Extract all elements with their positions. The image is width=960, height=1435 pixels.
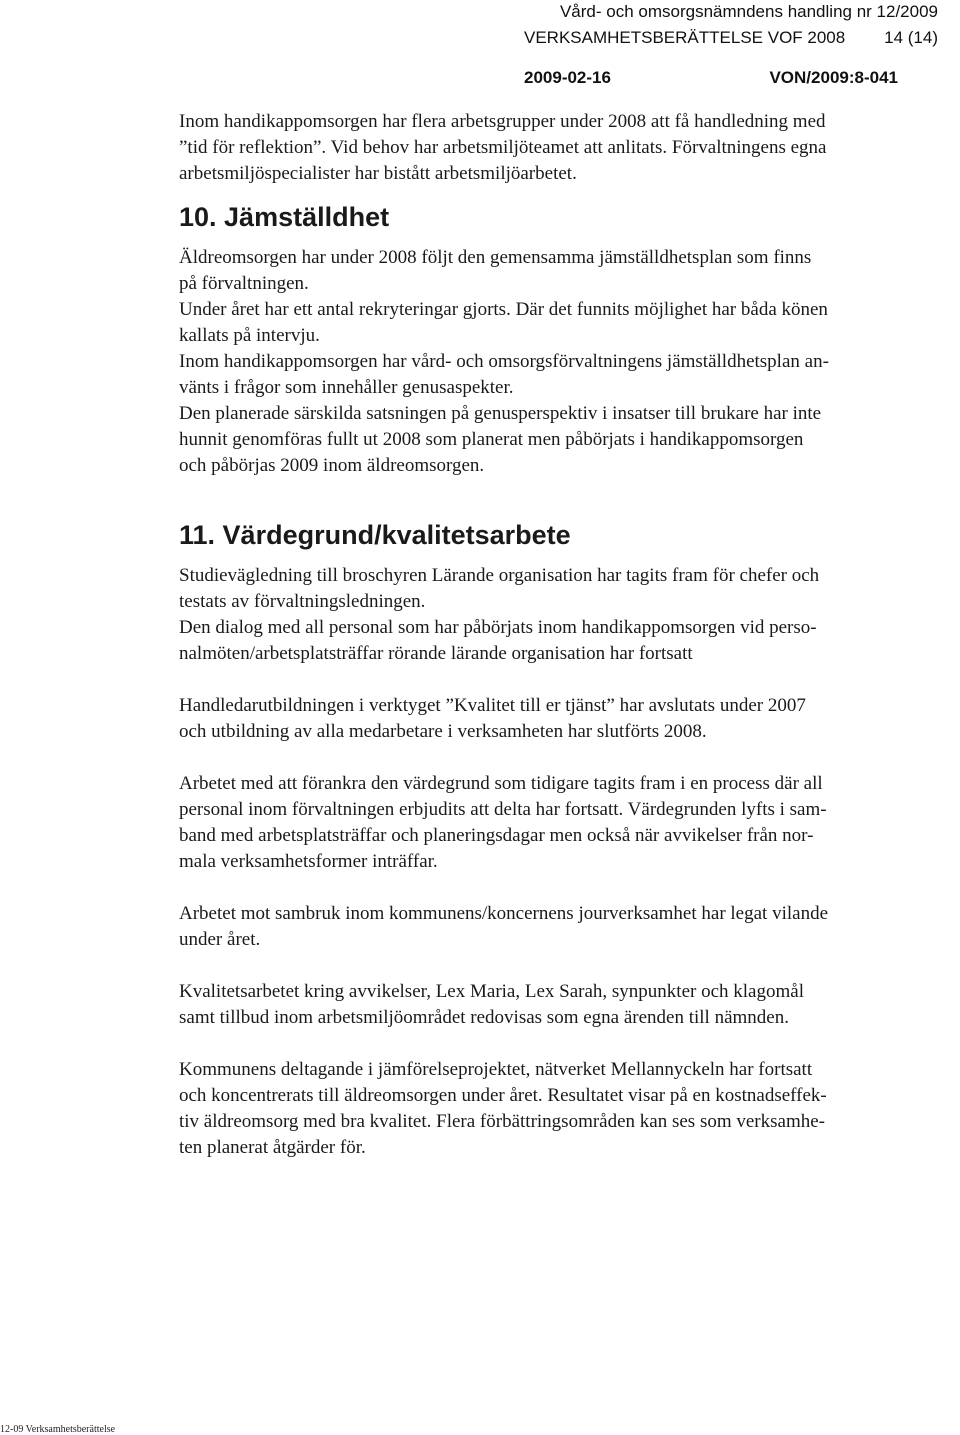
text-line: Arbetet mot sambruk inom kommunens/koncernens jourverksamhet har legat vilande — [179, 903, 828, 924]
text-line: arbetsmiljöspecialister har bistått arbetsmiljöarbetet. — [179, 163, 577, 184]
paragraph-vardegrund — [179, 771, 944, 875]
section-heading-vardegrund: 11. Värdegrund/kvalitetsarbete — [179, 520, 571, 550]
header-report-title: VERKSAMHETSBERÄTTELSE VOF 2008 — [524, 28, 846, 47]
document-body — [179, 109, 944, 1161]
section-11-body — [179, 563, 944, 1161]
text-line: Den dialog med all personal som har påbörjats inom handikappomsorgen vid perso- — [179, 617, 817, 638]
text-line: Handledarutbildningen i verktyget ”Kvalitet till er tjänst” har avslutats under 2007 — [179, 695, 806, 716]
header-page-number: 14 (14) — [884, 28, 938, 47]
text-line: Kommunens deltagande i jämförelseprojektet, nätverket Mellannyckeln har fortsatt — [179, 1059, 813, 1080]
text-line: Arbetet med att förankra den värdegrund som tidigare tagits fram i en process där all — [179, 773, 823, 794]
text-line: Äldreomsorgen har under 2008 följt den gemensamma jämställdhetsplan som finns — [179, 247, 812, 268]
text-line: Kvalitetsarbetet kring avvikelser, Lex Maria, Lex Sarah, synpunkter och klagomål — [179, 981, 804, 1002]
paragraph-jamforelseprojekt — [179, 1057, 944, 1161]
text-line: och utbildning av alla medarbetare i verksamheten har slutförts 2008. — [179, 721, 707, 742]
header-date: 2009-02-16 — [524, 68, 611, 87]
text-line: Studievägledning till broschyren Lärande organisation har tagits fram för chefer och — [179, 565, 820, 586]
header-handling-title: Vård- och omsorgsnämndens handling nr 12/2009 — [559, 2, 938, 21]
text-line: ”tid för reflektion”. Vid behov har arbetsmiljöteamet att anlitats. Förvaltningens egna — [179, 137, 827, 158]
section-10-body — [179, 245, 944, 479]
paragraph-kvalitetsarbete — [179, 979, 944, 1031]
text-line: vänts i frågor som innehåller genusaspekter. — [179, 377, 514, 398]
paragraph-sambruk — [179, 901, 944, 953]
text-line: mala verksamhetsformer inträffar. — [179, 851, 438, 872]
text-line: och påbörjas 2009 inom äldreomsorgen. — [179, 455, 485, 476]
intro-paragraph — [179, 109, 944, 187]
header-reference: VON/2009:8-041 — [769, 68, 898, 87]
text-line: band med arbetsplatsträffar och planeringsdagar men också när avvikelser från nor- — [179, 825, 814, 846]
text-line: Inom handikappomsorgen har vård- och omsorgsförvaltningens jämställdhetsplan an- — [179, 351, 829, 372]
text-line: nalmöten/arbetsplatsträffar rörande lärande organisation har fortsatt — [179, 643, 693, 664]
text-line: Under året har ett antal rekryteringar gjorts. Där det funnits möjlighet har båda könen — [179, 299, 828, 320]
paragraph-studievagledning — [179, 563, 944, 667]
text-line: hunnit genomföras fullt ut 2008 som planerat men påbörjats i handikappomsorgen — [179, 429, 804, 450]
paragraph-handledarutbildning — [179, 693, 944, 745]
text-line: tiv äldreomsorg med bra kvalitet. Flera förbättringsområden kan ses som verksamhe- — [179, 1111, 825, 1132]
text-line: Den planerade särskilda satsningen på genusperspektiv i insatser till brukare har inte — [179, 403, 822, 424]
text-line: kallats på intervju. — [179, 325, 320, 346]
text-line: personal inom förvaltningen erbjudits att delta har fortsatt. Värdegrunden lyfts i sam- — [179, 799, 827, 820]
section-heading-jamstalldhet: 10. Jämställdhet — [179, 202, 390, 232]
text-line: samt tillbud inom arbetsmiljöområdet redovisas som egna ärenden till nämnden. — [179, 1007, 789, 1028]
text-line: Inom handikappomsorgen har flera arbetsgrupper under 2008 att få handledning med — [179, 111, 826, 132]
text-line: under året. — [179, 929, 261, 950]
text-line: på förvaltningen. — [179, 273, 309, 294]
text-line: och koncentrerats till äldreomsorgen under året. Resultatet visar på en kostnadseffek- — [179, 1085, 827, 1106]
text-line: testats av förvaltningsledningen. — [179, 591, 426, 612]
page-footer: 12-09 Verksamhetsberättelse — [0, 1424, 116, 1435]
text-line: ten planerat åtgärder för. — [179, 1137, 366, 1158]
